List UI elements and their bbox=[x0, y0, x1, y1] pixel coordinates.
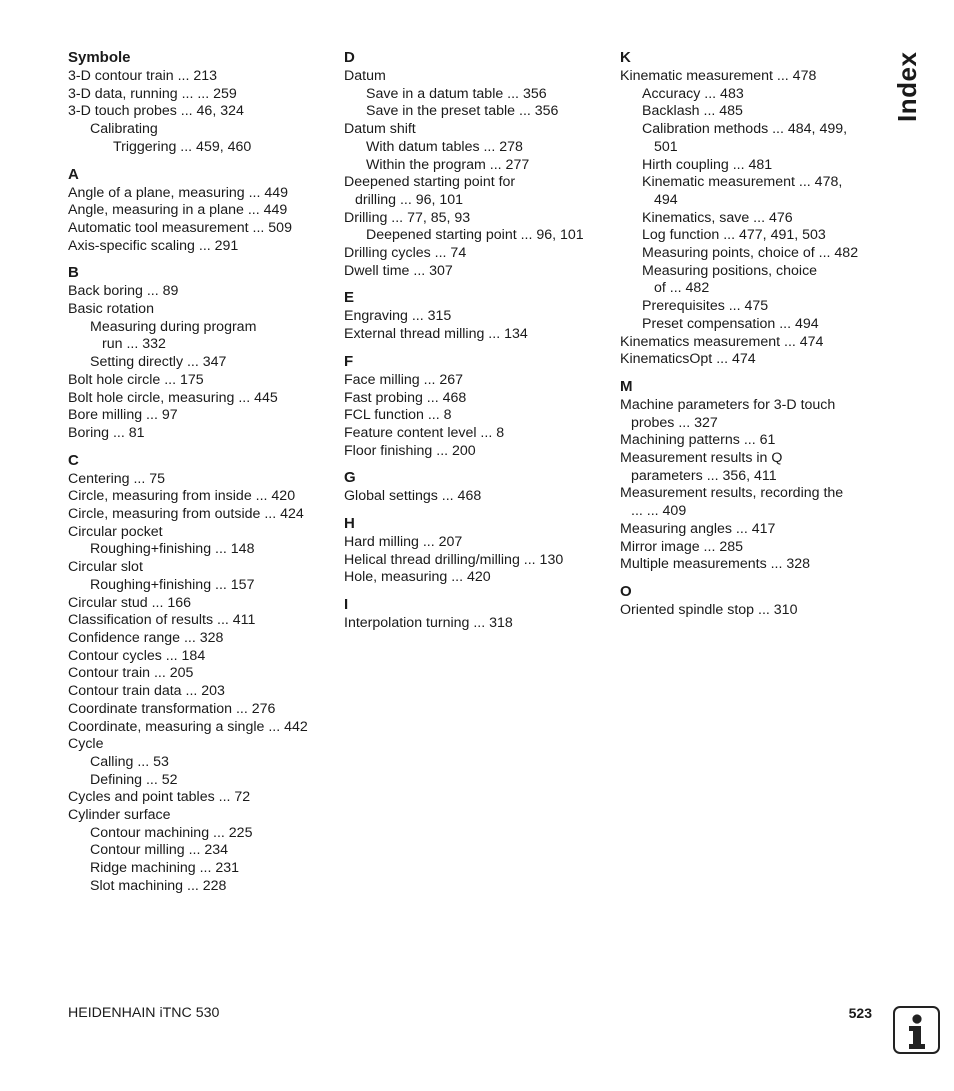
index-entry: Contour cycles ... 184 bbox=[68, 647, 206, 664]
index-entry: Measurement results, recording the bbox=[620, 485, 844, 502]
section-letter: O bbox=[620, 582, 632, 600]
index-entry: Back boring ... 89 bbox=[68, 283, 179, 300]
index-entry: Deepened starting point for bbox=[344, 174, 516, 191]
index-entry: Within the program ... 277 bbox=[366, 156, 530, 173]
section-letter: M bbox=[620, 377, 633, 395]
index-entry: Circle, measuring from outside ... 424 bbox=[68, 506, 304, 523]
section-letter: I bbox=[344, 596, 349, 614]
index-section bbox=[68, 451, 330, 896]
index-entry: Angle, measuring in a plane ... 449 bbox=[68, 202, 288, 219]
index-entry: of ... 482 bbox=[654, 280, 710, 297]
section-letter: E bbox=[344, 289, 355, 307]
index-entry: Deepened starting point ... 96, 101 bbox=[366, 227, 584, 244]
index-entry: 501 bbox=[654, 138, 678, 155]
index-entry: Calling ... 53 bbox=[90, 753, 169, 770]
index-entry: Classification of results ... 411 bbox=[68, 612, 256, 629]
index-entry: Basic rotation bbox=[68, 301, 154, 318]
section-letter: G bbox=[344, 469, 356, 487]
index-column-1 bbox=[68, 48, 330, 904]
index-entry: Datum bbox=[344, 68, 386, 84]
section-letter: K bbox=[620, 49, 631, 66]
index-entry: Accuracy ... 483 bbox=[642, 85, 744, 102]
index-section bbox=[620, 377, 860, 574]
index-entry: Prerequisites ... 475 bbox=[642, 298, 769, 315]
index-entry: Helical thread drilling/milling ... 130 bbox=[344, 551, 564, 568]
index-section bbox=[620, 48, 860, 369]
index-entry: Feature content level ... 8 bbox=[344, 424, 505, 441]
side-title: Index bbox=[892, 51, 922, 122]
index-column-3 bbox=[620, 48, 860, 628]
index-entry: Measuring during program bbox=[90, 318, 257, 335]
index-entry: Measuring positions, choice bbox=[642, 262, 818, 279]
index-entry: Save in a datum table ... 356 bbox=[366, 85, 547, 102]
index-entry: Circular stud ... 166 bbox=[68, 594, 192, 611]
index-entry: 3-D touch probes ... 46, 324 bbox=[68, 103, 244, 120]
index-entry: Dwell time ... 307 bbox=[344, 262, 453, 279]
index-section bbox=[68, 165, 330, 256]
section-letter: F bbox=[344, 352, 354, 370]
index-entry: 3-D data, running ... ... 259 bbox=[68, 85, 237, 102]
index-section bbox=[344, 514, 606, 587]
index-entry: Face milling ... 267 bbox=[344, 371, 464, 388]
index-entry: Kinematics, save ... 476 bbox=[642, 209, 793, 226]
index-entry: Machining patterns ... 61 bbox=[620, 432, 776, 449]
index-entry: Axis-specific scaling ... 291 bbox=[68, 237, 239, 254]
info-icon bbox=[893, 1006, 940, 1054]
index-section bbox=[620, 582, 860, 620]
section-letter: H bbox=[344, 515, 355, 533]
index-entry: Bolt hole circle ... 175 bbox=[68, 371, 204, 388]
index-entry: Multiple measurements ... 328 bbox=[620, 556, 811, 573]
index-column-2 bbox=[344, 48, 606, 641]
index-entry: External thread milling ... 134 bbox=[344, 326, 528, 343]
index-entry: Engraving ... 315 bbox=[344, 308, 452, 325]
index-entry: Cylinder surface bbox=[68, 807, 171, 824]
index-entry: Contour train ... 205 bbox=[68, 665, 194, 682]
index-section bbox=[68, 48, 330, 157]
index-entry: Roughing+finishing ... 157 bbox=[90, 576, 255, 593]
index-section bbox=[344, 352, 606, 461]
index-entry: Cycle bbox=[68, 736, 104, 753]
index-entry: With datum tables ... 278 bbox=[366, 138, 523, 155]
index-entry: Hard milling ... 207 bbox=[344, 534, 463, 551]
index-entry: parameters ... 356, 411 bbox=[631, 467, 777, 484]
index-entry: Ridge machining ... 231 bbox=[90, 860, 240, 877]
index-section bbox=[344, 595, 606, 633]
index-entry: Mirror image ... 285 bbox=[620, 538, 743, 555]
index-entry: Datum shift bbox=[344, 121, 416, 138]
index-entry: Fast probing ... 468 bbox=[344, 389, 467, 406]
index-entry: Kinematic measurement ... 478 bbox=[620, 68, 817, 84]
index-entry: Calibrating bbox=[90, 121, 158, 138]
index-entry: Triggering ... 459, 460 bbox=[113, 138, 252, 155]
index-entry: 494 bbox=[654, 191, 678, 208]
index-entry: Preset compensation ... 494 bbox=[642, 315, 819, 332]
page-number: 523 bbox=[848, 1005, 872, 1021]
index-section bbox=[344, 288, 606, 343]
index-entry: Bore milling ... 97 bbox=[68, 407, 178, 424]
index-entry: KinematicsOpt ... 474 bbox=[620, 351, 756, 368]
section-letter: B bbox=[68, 264, 79, 282]
index-entry: Oriented spindle stop ... 310 bbox=[620, 601, 798, 618]
index-entry: Coordinate, measuring a single ... 442 bbox=[68, 718, 308, 735]
index-entry: 3-D contour train ... 213 bbox=[68, 68, 218, 84]
index-entry: Measuring angles ... 417 bbox=[620, 520, 776, 537]
index-entry: Confidence range ... 328 bbox=[68, 629, 224, 646]
index-entry: Circular pocket bbox=[68, 523, 163, 540]
index-entry: Cycles and point tables ... 72 bbox=[68, 789, 251, 806]
index-entry: Centering ... 75 bbox=[68, 470, 166, 487]
index-entry: Defining ... 52 bbox=[90, 771, 178, 788]
index-entry: Roughing+finishing ... 148 bbox=[90, 541, 255, 558]
index-entry: Contour train data ... 203 bbox=[68, 683, 225, 700]
index-entry: drilling ... 96, 101 bbox=[355, 191, 464, 208]
index-entry: FCL function ... 8 bbox=[344, 407, 452, 424]
index-entry: ... ... 409 bbox=[631, 503, 687, 520]
index-section bbox=[344, 48, 606, 280]
index-entry: Save in the preset table ... 356 bbox=[366, 103, 559, 120]
index-entry: Drilling cycles ... 74 bbox=[344, 245, 467, 262]
index-entry: Angle of a plane, measuring ... 449 bbox=[68, 184, 289, 201]
index-entry: Measuring points, choice of ... 482 bbox=[642, 245, 859, 262]
index-entry: Contour machining ... 225 bbox=[90, 824, 253, 841]
index-entry: Bolt hole circle, measuring ... 445 bbox=[68, 389, 278, 406]
index-entry: Contour milling ... 234 bbox=[90, 842, 229, 859]
section-letter: A bbox=[68, 165, 79, 183]
index-entry: Machine parameters for 3-D touch bbox=[620, 396, 836, 413]
index-entry: Interpolation turning ... 318 bbox=[344, 615, 513, 632]
index-entry: Slot machining ... 228 bbox=[90, 877, 227, 894]
index-entry: Boring ... 81 bbox=[68, 424, 145, 441]
index-entry: Global settings ... 468 bbox=[344, 488, 482, 505]
index-entry: Calibration methods ... 484, 499, bbox=[642, 121, 848, 138]
index-entry: Floor finishing ... 200 bbox=[344, 442, 476, 459]
section-letter: Symbole bbox=[68, 49, 131, 66]
section-letter: C bbox=[68, 451, 79, 469]
index-entry: Hole, measuring ... 420 bbox=[344, 569, 491, 586]
index-entry: Automatic tool measurement ... 509 bbox=[68, 219, 292, 236]
index-entry: Log function ... 477, 491, 503 bbox=[642, 227, 826, 244]
index-entry: Drilling ... 77, 85, 93 bbox=[344, 209, 471, 226]
index-section bbox=[68, 263, 330, 442]
index-entry: Circle, measuring from inside ... 420 bbox=[68, 488, 296, 505]
index-entry: Circular slot bbox=[68, 559, 143, 576]
index-entry: Kinematics measurement ... 474 bbox=[620, 333, 824, 350]
section-letter: D bbox=[344, 49, 355, 66]
index-entry: Hirth coupling ... 481 bbox=[642, 156, 773, 173]
footer-manual-name: HEIDENHAIN iTNC 530 bbox=[68, 1005, 220, 1021]
index-section bbox=[344, 468, 606, 506]
index-entry: run ... 332 bbox=[102, 336, 166, 353]
index-entry: Measurement results in Q bbox=[620, 450, 783, 467]
index-entry: probes ... 327 bbox=[631, 414, 718, 431]
index-entry: Coordinate transformation ... 276 bbox=[68, 700, 276, 717]
index-entry: Setting directly ... 347 bbox=[90, 354, 227, 371]
index-entry: Backlash ... 485 bbox=[642, 103, 743, 120]
index-entry: Kinematic measurement ... 478, bbox=[642, 174, 843, 191]
